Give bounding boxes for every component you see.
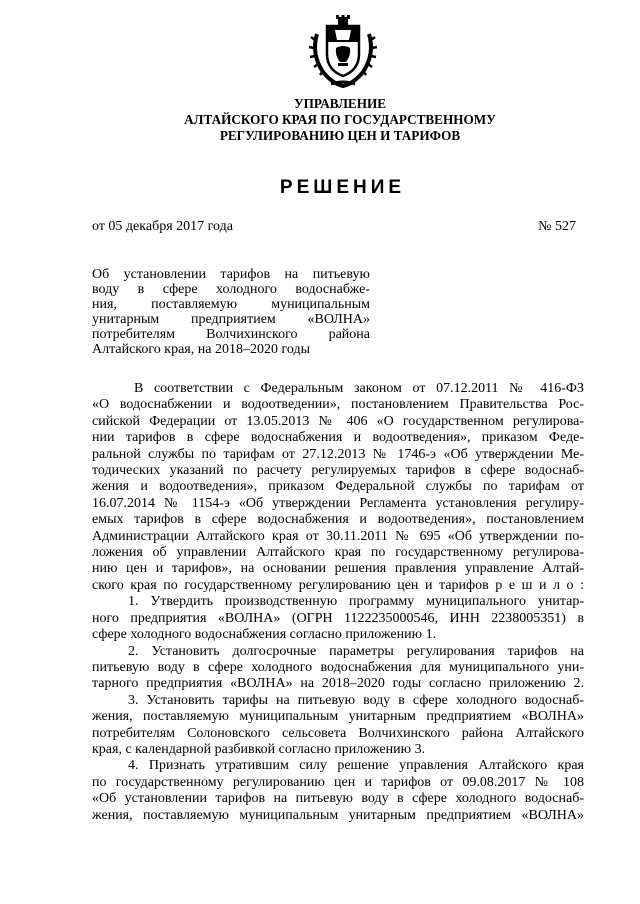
org-line: УПРАВЛЕНИЕ [293,96,387,111]
document-type-title: РЕШЕНИЕ [279,177,406,198]
subject-line: потребителям Волчихинского района [92,327,370,342]
body-line: нии тарифов в сфере водоснабжения и водоотведения», приказом Феде- [92,430,584,446]
body-line: 2. Установить долгосрочные параметры регулирования тарифов на [128,643,584,659]
body-line: «О водоснабжении и водоотведении», постановлением Правительства Рос- [92,397,584,413]
org-line: АЛТАЙСКОГО КРАЯ ПО ГОСУДАРСТВЕННОМУ [184,112,496,127]
body-line: Администрации Алтайского края от 30.11.2011 № 695 «Об утверждении по- [92,528,584,544]
body-line: 16.07.2014 № 1154-э «Об утверждении Регламента установления регулиру- [92,495,584,511]
document-number: № 527 [538,219,576,234]
body-line: 3. Установить тарифы на питьевую воду в сфере холодного водоснаб- [128,692,584,708]
body-line: «Об установлении тарифов на питьевую воду в сфере холодного водоснаб- [92,791,584,807]
body-line: потребителям Солоновского сельсовета Волчихинского района Алтайского [92,725,584,741]
body-line: нию цен и тарифов», на основании решения правления управление Алтай- [92,561,584,577]
body-line: тарного предприятия «ВОЛНА» на 2018–2020 годы согласно приложению 2. [92,676,584,692]
body-line: ральной службы по тарифам от 27.12.2013 № 1746-э «Об утверждении Ме- [92,446,584,462]
org-line: РЕГУЛИРОВАНИЮ ЦЕН И ТАРИФОВ [219,128,461,143]
body-line: ского края по государственному регулированию цен и тарифов р е ш и л о : [92,577,584,593]
body-line: сийской Федерации от 13.05.2013 № 406 «О государственном регулирова- [92,413,584,429]
subject-line: Об установлении тарифов на питьевую [92,267,370,282]
body-line: жения и водоотведения», приказом Федеральной службы по тарифам от [92,479,584,495]
document-date: от 05 декабря 2017 года [92,219,233,234]
body-line: питьевую воду в сфере холодного водоснабжения для муниципального уни- [92,659,584,675]
body-line: сфере холодного водоснабжения согласно приложению 1. [92,627,437,643]
body-line: В соответствии с Федеральным законом от 07.12.2011 № 416-ФЗ [134,381,584,396]
body-line: 4. Признать утратившим силу решение управления Алтайского края [128,758,584,774]
coat-of-arms-icon [305,14,381,90]
body-line: по государственному регулированию цен и тарифов от 09.08.2017 № 108 [92,774,584,790]
body-line: жения, поставляемую муниципальным унитарным предприятием «ВОЛНА» [92,807,584,823]
document-body [92,381,584,824]
document-subject [92,267,370,357]
subject-line: унитарным предприятием «ВОЛНА» [92,312,370,327]
subject-line: воду в сфере холодного водоснабже- [92,282,370,297]
body-line: тодических указаний по расчету регулируемых тарифов в сфере водоснаб- [92,463,584,479]
body-line: ложения об управлении Алтайского края по государственному регулирова- [92,545,584,561]
issuing-authority [100,96,580,144]
body-line: жения, поставляемую муниципальным унитарным предприятием «ВОЛНА» [92,709,584,725]
body-line: 1. Утвердить производственную программу муниципального унитар- [128,594,584,610]
body-line: емых тарифов в сфере водоснабжения и водоотведения», постановлением [92,512,584,528]
body-line: ного предприятия «ВОЛНА» (ОГРН 1122235000546, ИНН 2238005351) в [92,610,584,626]
body-line: края, с календарной разбивкой согласно приложению 3. [92,741,426,757]
subject-line: ния, поставляемую муниципальным [92,297,370,312]
subject-line: Алтайского края, на 2018–2020 годы [92,342,310,357]
